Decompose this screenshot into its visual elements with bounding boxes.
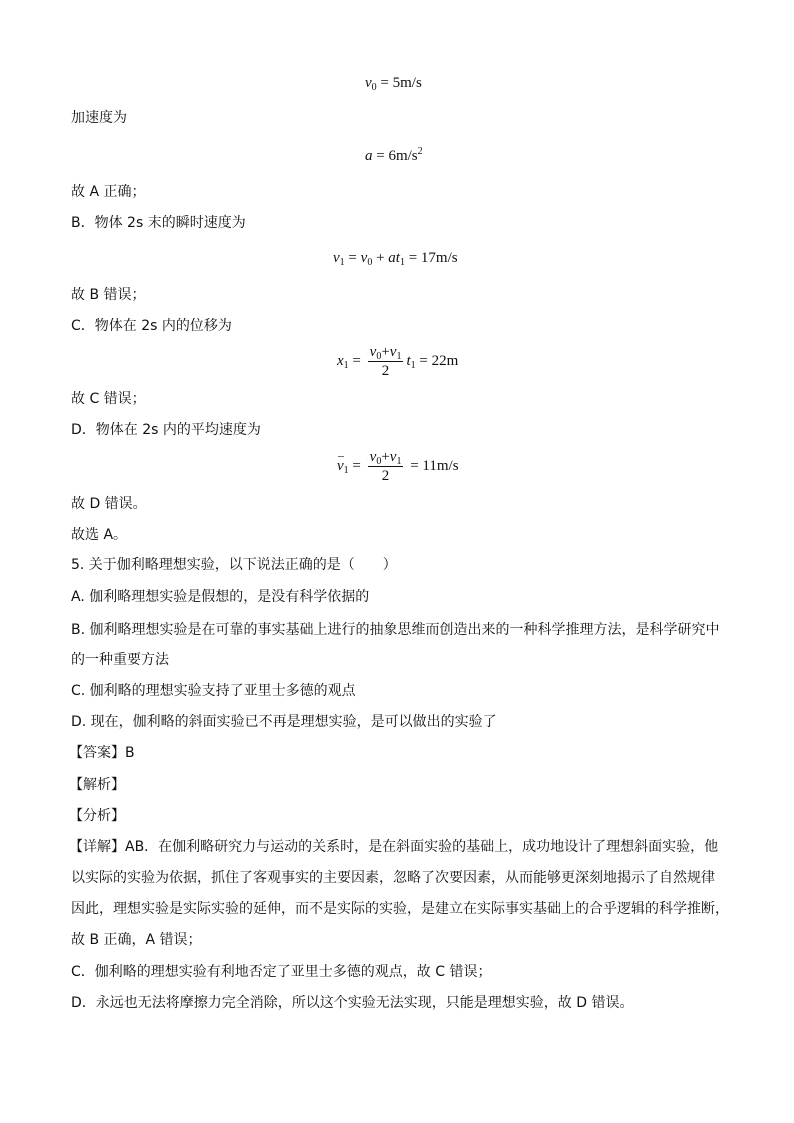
question-5: 5. 关于伽利略理想实验，以下说法正确的是（ ）	[71, 557, 397, 573]
choose-a-text: 故选 A。	[71, 527, 128, 543]
detail-line6: D．永远也无法将摩擦力完全消除，所以这个实验无法实现，只能是理想实验，故 D 错误。	[71, 995, 634, 1011]
equation-x1: $x_1$ = $\frac{v_0+v_1}{2}$ $t_1 = 22m$	[337, 344, 459, 379]
d-wrong-text: 故 D 错误。	[71, 496, 147, 512]
option-d: D. 现在，伽利略的斜面实验已不再是理想实验，是可以做出的实验了	[71, 714, 497, 730]
answer-label: 【答案】B	[69, 745, 135, 761]
equation-vavg: – $v_1$ = $\frac{v_0+v_1}{2}$ = 11m/s	[337, 448, 459, 485]
equation-a: $a = 6m/s^2$	[365, 146, 423, 164]
analysis-label: 【解析】	[69, 777, 125, 793]
c-line: C．物体在 2s 内的位移为	[71, 318, 232, 334]
option-c: C. 伽利略的理想实验支持了亚里士多德的观点	[71, 683, 356, 699]
detail-line4: 故 B 正确，A 错误；	[71, 932, 202, 948]
b-wrong-text: 故 B 错误；	[71, 287, 146, 303]
b-line: B．物体 2s 末的瞬时速度为	[71, 215, 246, 231]
fenxi-label: 【分析】	[69, 808, 125, 824]
c-wrong-text: 故 C 错误；	[71, 391, 146, 407]
equation-v1: $v_1 = v_0 + at_1 = 17m/s$	[333, 250, 458, 268]
a-correct-text: 故 A 正确；	[71, 184, 146, 200]
d-line: D．物体在 2s 内的平均速度为	[71, 422, 261, 438]
detail-line3: 因此，理想实验是实际实验的延伸，而不是实际的实验，是建立在实际事实基础上的合乎逻辑的科学推断，	[71, 901, 729, 917]
option-b-line2: 的一种重要方法	[71, 652, 169, 668]
option-b-line1: B. 伽利略理想实验是在可靠的事实基础上进行的抽象思维而创造出来的一种科学推理方法，是科学研究中	[71, 622, 720, 638]
detail-line1: 【详解】AB．在伽利略研究力与运动的关系时，是在斜面实验的基础上，成功地设计了理想斜面实验，他	[69, 839, 719, 855]
accel-label: 加速度为	[71, 110, 127, 126]
option-a: A. 伽利略理想实验是假想的，是没有科学依据的	[71, 589, 370, 605]
detail-line5: C．伽利略的理想实验有利地否定了亚里士多德的观点，故 C 错误；	[71, 964, 492, 980]
equation-v0: $v_0 = 5m/s$	[365, 75, 422, 93]
detail-line2: 以实际的实验为依据，抓住了客观事实的主要因素，忽略了次要因素，从而能够更深刻地揭示了自然规律	[71, 870, 715, 886]
